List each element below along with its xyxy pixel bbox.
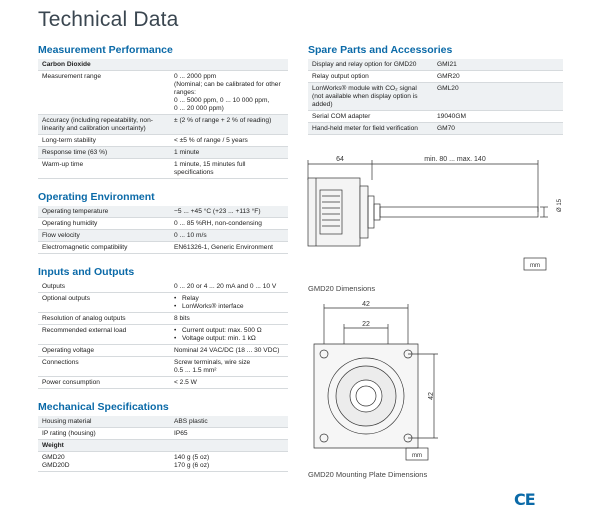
mechanical-table	[38, 416, 288, 472]
measurement-heading: Measurement Performance	[38, 44, 173, 56]
spares-heading: Spare Parts and Accessories	[308, 44, 453, 56]
row-value: < ±5 % of range / 5 years	[170, 135, 288, 147]
diagram1-caption: GMD20 Dimensions	[308, 284, 376, 293]
table-row	[38, 452, 288, 472]
measurement-section	[38, 44, 288, 179]
value-line: 0 ... 2000 ppm	[174, 72, 217, 80]
measurement-table	[38, 59, 288, 179]
table-row	[38, 71, 288, 115]
row-value	[170, 452, 288, 472]
value-line: 170 g (6 oz)	[174, 461, 210, 469]
bullet-item: • LonWorks® interface	[174, 303, 284, 311]
dim-64: 64	[336, 156, 344, 163]
row-value: GM70	[433, 123, 563, 135]
table-row	[308, 71, 563, 83]
row-label: Resolution of analog outputs	[38, 313, 170, 325]
row-value: ABS plastic	[170, 416, 288, 428]
mechanical-section	[38, 401, 288, 472]
table-row	[308, 111, 563, 123]
table-row	[38, 218, 288, 230]
spares-table	[308, 59, 563, 135]
row-label: Recommended external load	[38, 325, 170, 345]
row-label: Operating humidity	[38, 218, 170, 230]
table-row	[38, 147, 288, 159]
row-value: 0 ... 20 or 4 ... 20 mA and 0 ... 10 V	[170, 281, 288, 293]
row-value: GML20	[433, 83, 563, 111]
row-value: GMI21	[433, 59, 563, 71]
ce-mark: CE	[514, 490, 535, 509]
io-heading: Inputs and Outputs	[38, 266, 135, 278]
left-column	[38, 44, 288, 478]
row-label: Relay output option	[308, 71, 433, 83]
table-row	[308, 83, 563, 111]
io-section	[38, 266, 288, 389]
row-value: 0 ... 85 %RH, non-condensing	[170, 218, 288, 230]
value-line: 0.5 ... 1.5 mm²	[174, 366, 217, 374]
row-label: Optional outputs	[38, 293, 170, 313]
row-label: Operating voltage	[38, 345, 170, 357]
row-value: < 2.5 W	[170, 377, 288, 389]
environment-heading: Operating Environment	[38, 191, 155, 203]
value-line: Screw terminals, wire size	[174, 358, 251, 366]
dim-probe-length: min. 80 ... max. 140	[424, 156, 486, 163]
diagram2-caption: GMD20 Mounting Plate Dimensions	[308, 470, 428, 479]
io-table	[38, 281, 288, 389]
table-row	[38, 281, 288, 293]
value-line: GMD20	[42, 453, 65, 461]
table-row	[308, 123, 563, 135]
row-value: 0 ... 10 m/s	[170, 230, 288, 242]
row-value: −5 ... +45 °C (+23 ... +113 °F)	[170, 206, 288, 218]
unit-label: mm	[412, 453, 422, 459]
row-label: Outputs	[38, 281, 170, 293]
row-value: GMR20	[433, 71, 563, 83]
value-line: 0 ... 20 000 ppm)	[174, 104, 224, 112]
table-row	[38, 159, 288, 179]
environment-table	[38, 206, 288, 254]
table-row	[308, 59, 563, 71]
row-label: IP rating (housing)	[38, 428, 170, 440]
right-column	[308, 44, 563, 135]
row-label: Power consumption	[38, 377, 170, 389]
row-label: Operating temperature	[38, 206, 170, 218]
table-row	[38, 206, 288, 218]
table-row	[38, 377, 288, 389]
dim-22: 22	[362, 321, 370, 328]
dim-diameter: Ø 15	[557, 198, 563, 212]
row-label: Long-term stability	[38, 135, 170, 147]
value-line: (Nominal; can be calibrated for other ranges:	[174, 80, 281, 96]
dim-42-top: 42	[362, 301, 370, 308]
row-value	[170, 357, 288, 377]
bullet-item: • Relay	[174, 295, 284, 303]
row-label: Serial COM adapter	[308, 111, 433, 123]
subheading-co2: Carbon Dioxide	[38, 59, 288, 71]
row-label: Warm-up time	[38, 159, 170, 179]
row-label: Flow velocity	[38, 230, 170, 242]
row-value: 19040GM	[433, 111, 563, 123]
page-title: Technical Data	[38, 8, 179, 31]
row-value	[170, 325, 288, 345]
row-value: 8 bits	[170, 313, 288, 325]
value-line: GMD20D	[42, 461, 70, 469]
subheading-weight: Weight	[38, 440, 288, 452]
row-label: Measurement range	[38, 71, 170, 115]
row-label: Accuracy (including repeatability, non-linearity and calibration uncertainty)	[38, 115, 170, 135]
table-row	[38, 345, 288, 357]
mounting-plate-drawing	[300, 298, 570, 463]
row-value: Nominal 24 VAC/DC (18 ... 30 VDC)	[170, 345, 288, 357]
value-line: 140 g (5 oz)	[174, 453, 210, 461]
value-line: 0 ... 5000 ppm, 0 ... 10 000 ppm,	[174, 96, 270, 104]
mechanical-heading: Mechanical Specifications	[38, 401, 169, 413]
row-label: LonWorks® module with CO₂ signal (not available when display option is added)	[308, 83, 433, 111]
row-value: 1 minute, 15 minutes full specifications	[170, 159, 288, 179]
table-row	[38, 293, 288, 313]
row-value: EN61326-1, Generic Environment	[170, 242, 288, 254]
gmd20-dimensions-drawing	[300, 150, 570, 275]
row-label: Response time (63 %)	[38, 147, 170, 159]
row-label: Hand-held meter for field verification	[308, 123, 433, 135]
row-label: Display and relay option for GMD20	[308, 59, 433, 71]
table-row	[38, 325, 288, 345]
table-row	[38, 313, 288, 325]
row-value: 1 minute	[170, 147, 288, 159]
row-label: Housing material	[38, 416, 170, 428]
dim-42-side: 42	[428, 392, 435, 400]
bullet-item: • Current output: max. 500 Ω	[174, 327, 284, 335]
environment-section	[38, 191, 288, 254]
table-row	[38, 242, 288, 254]
row-label: Connections	[38, 357, 170, 377]
table-row	[38, 428, 288, 440]
row-label: Electromagnetic compatibility	[38, 242, 170, 254]
bullet-item: • Voltage output: min. 1 kΩ	[174, 335, 284, 343]
row-value	[170, 71, 288, 115]
table-row	[38, 416, 288, 428]
row-value: ± (2 % of range + 2 % of reading)	[170, 115, 288, 135]
table-row	[38, 135, 288, 147]
table-row	[38, 230, 288, 242]
table-row	[38, 357, 288, 377]
unit-label: mm	[530, 263, 540, 269]
row-value: IP65	[170, 428, 288, 440]
row-value	[170, 293, 288, 313]
table-row	[38, 115, 288, 135]
row-label	[38, 452, 170, 472]
